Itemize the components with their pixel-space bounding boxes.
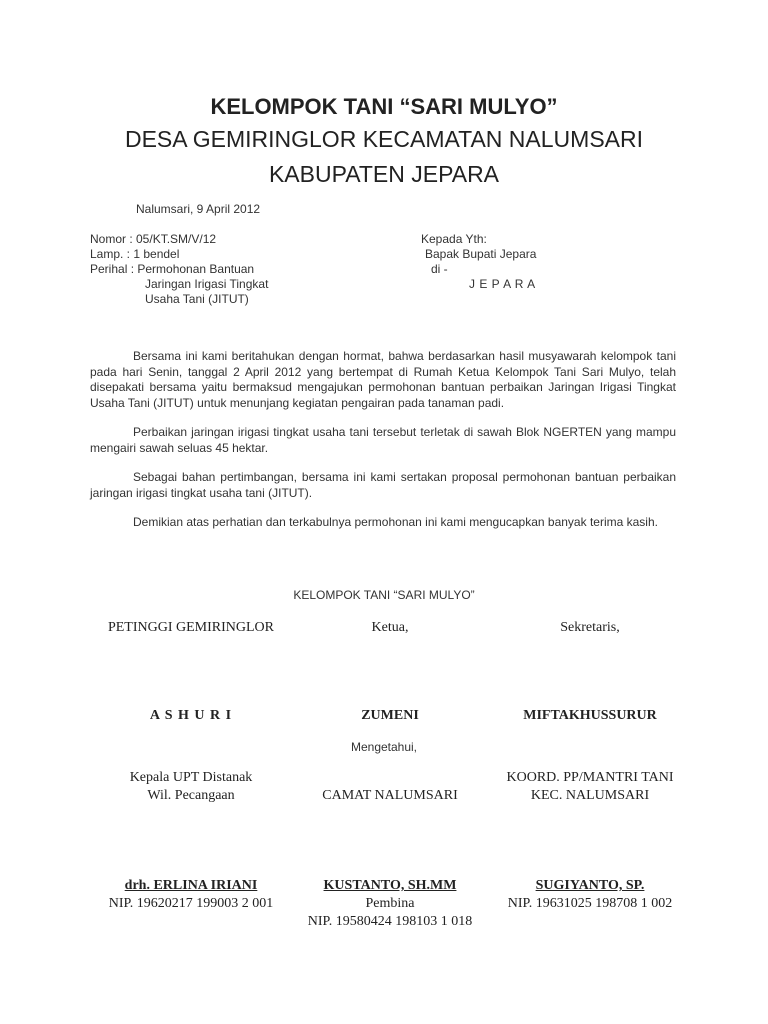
body-paragraph-3: Sebagai bahan pertimbangan, bersama ini kami sertakan proposal permohonan bantuan perbaikan jaringan irigasi tingkat usaha tani (JITUT). [90, 470, 676, 500]
signatory-upt-title-line2: Wil. Pecangaan [147, 788, 235, 803]
closing-group-name: KELOMPOK TANI “SARI MULYO” [293, 588, 475, 602]
letter-subject: Perihal : Permohonan Bantuan [90, 262, 255, 276]
body-paragraph-1: Bersama ini kami beritahukan dengan hormat, bahwa berdasarkan hasil musyawarah kelompok tani pada hari Senin, tanggal 2 April 2012 yang bertempat di Rumah Ketua Kelompok Tani Sari Mulyo, telah disepakati bersama yaitu bermaksud mengajukan permohonan bantuan perbaikan Jaringan Irigasi Tingkat Usaha Tani (JITUT) untuk menunjang kegiatan pengairan pada tanaman padi. [90, 349, 676, 410]
letterhead-regency: KABUPATEN JEPARA [268, 161, 500, 187]
letter-subject-line3: Usaha Tani (JITUT) [145, 292, 249, 306]
letterhead-village: DESA GEMIRINGLOR KECAMATAN NALUMSARI [124, 126, 644, 152]
signatory-village-head-title: PETINGGI GEMIRINGLOR [107, 620, 275, 635]
body-paragraph-2: Perbaikan jaringan irigasi tingkat usaha tani tersebut terletak di sawah Blok NGERTEN yang mampu mengairi sawah seluas 45 hektar. [90, 425, 676, 455]
letterhead-group-name: KELOMPOK TANI “SARI MULYO” [210, 94, 558, 119]
recipient-salutation: Kepada Yth: [421, 232, 487, 246]
signatory-koord-name: SUGIYANTO, SP. [535, 878, 645, 893]
signatory-camat-rank: Pembina [365, 896, 415, 911]
signatory-secretary-name: MIFTAKHUSSURUR [523, 708, 657, 723]
letter-subject-line2: Jaringan Irigasi Tingkat [145, 277, 269, 291]
signatory-chairman-name: ZUMENI [361, 708, 419, 723]
letter-attachment: Lamp. : 1 bendel [90, 247, 180, 261]
place-date: Nalumsari, 9 April 2012 [136, 202, 261, 216]
signatory-chairman-title: Ketua, [371, 620, 409, 635]
signatory-koord-title-line2: KEC. NALUMSARI [530, 788, 650, 803]
signatory-upt-title-line1: Kepala UPT Distanak [129, 770, 253, 785]
letter-number: Nomor : 05/KT.SM/V/12 [90, 232, 217, 246]
signatory-upt-name: drh. ERLINA IRIANI [124, 878, 258, 893]
acknowledged-label: Mengetahui, [350, 740, 418, 754]
body-paragraph-4: Demikian atas perhatian dan terkabulnya permohonan ini kami mengucapkan banyak terima kasih. [133, 515, 658, 529]
recipient-di: di - [431, 262, 448, 276]
signatory-village-head-name: A S H U R I [149, 708, 233, 723]
signatory-koord-nip: NIP. 19631025 198708 1 002 [507, 896, 673, 911]
signatory-camat-name: KUSTANTO, SH.MM [323, 878, 457, 893]
signatory-camat-nip: NIP. 19580424 198103 1 018 [307, 914, 473, 929]
recipient-name: Bapak Bupati Jepara [425, 247, 537, 261]
recipient-city: J E P A R A [469, 277, 536, 291]
signatory-secretary-title: Sekretaris, [560, 620, 620, 635]
signatory-upt-nip: NIP. 19620217 199003 2 001 [108, 896, 274, 911]
signatory-koord-title-line1: KOORD. PP/MANTRI TANI [506, 770, 674, 785]
signatory-camat-title: CAMAT NALUMSARI [322, 788, 458, 803]
